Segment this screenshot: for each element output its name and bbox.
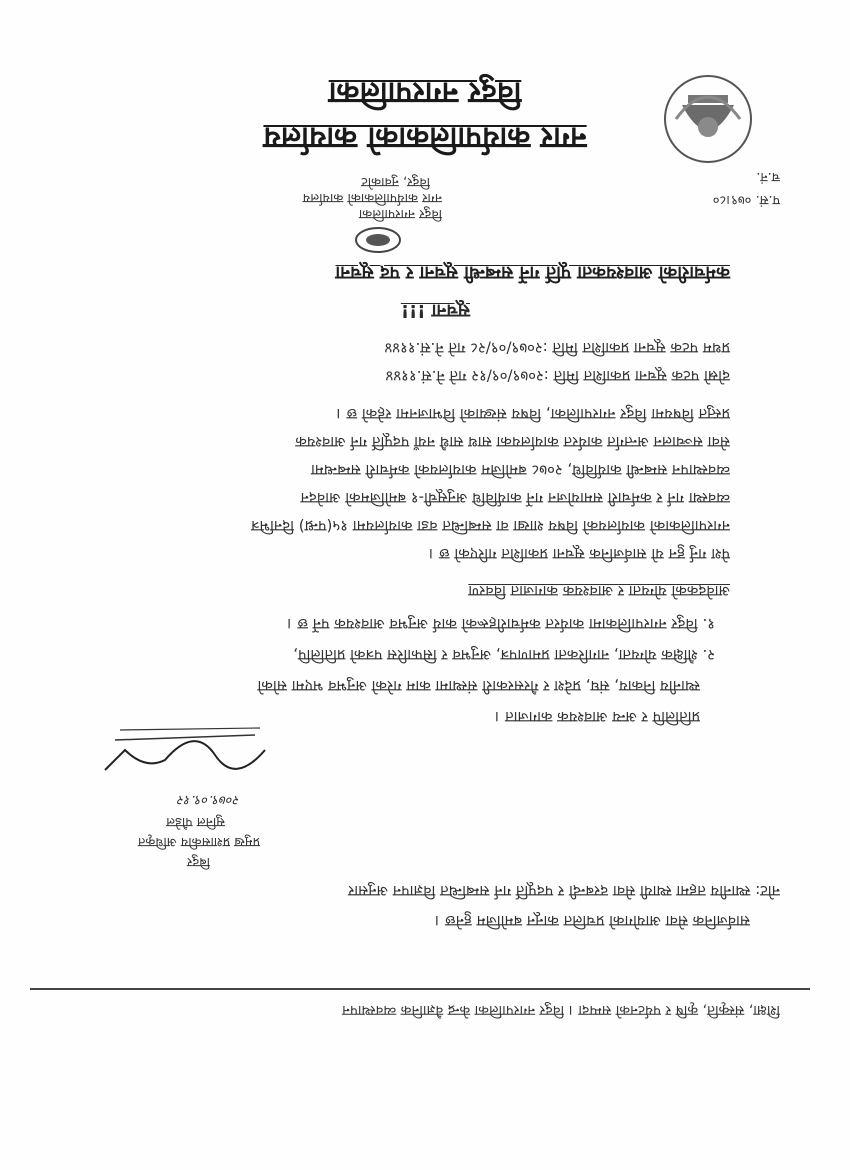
footer-rule bbox=[30, 988, 810, 990]
notice-heading: सूचना !!! bbox=[400, 300, 470, 321]
paragraph-line-5: नगरपालिकाको कार्यालयको विषय शाखा वा सम्बन्धित वडा कार्यालयमा १५(पन्ध्र) दिनभित्र bbox=[251, 517, 730, 535]
stamp-line-1: विदुर नगरपालिका bbox=[358, 206, 442, 221]
paragraph-line-6: पेश गर्नु हुन यो सार्वजनिक सूचना प्रकाशित गरिएको छ । bbox=[428, 545, 730, 563]
requirement-item-2: २. शैक्षिक योग्यता, नागरिकता प्रमाणपत्र, अनुभव र सिफारिस पत्रको प्रतिलिपि, bbox=[293, 646, 715, 664]
requirements-heading: आवेदकको योग्यता र आवश्यक कागजात विवरण bbox=[468, 582, 730, 600]
footer-text: शिक्षा, संस्कृति, कृषि र पर्यटनको सम्पदा । विदुर नगरपालिका केन्द्र वैज्ञानिक व्यवस्थापन bbox=[342, 1002, 780, 1018]
handwritten-signature bbox=[95, 720, 275, 790]
publish-date-second: दोस्रो पटक सूचना प्रकाशित मिति :२०७९/०९/१२ गते ने.सं.११४४ bbox=[385, 367, 730, 385]
note-line-1: नोट: स्थानीय तहमा स्थायी सेवा दरबन्दी र पदपूर्ति गर्न सम्बन्धित विज्ञापन अनुसार bbox=[348, 882, 780, 900]
signatory-role-1: प्रमुख प्रशासकीय अधिकृत bbox=[137, 834, 260, 849]
requirement-item-3: स्थानीय निकाय, संघ, प्रदेश र गैरसरकारी संस्थामा काम गरेको अनुभव भएमा सोको bbox=[257, 677, 700, 695]
signatory-name: सुनिल पौडेल bbox=[166, 814, 225, 829]
requirement-item-4: प्रतिलिपि र अन्य आवश्यक कागजात । bbox=[494, 708, 700, 726]
paragraph-line-3: व्यवस्थापन सम्बन्धी कार्यविधि, २०७८ बमोजिम कार्यालयको कर्मचारी सम्बन्धमा bbox=[310, 461, 730, 479]
office-stamp bbox=[302, 166, 450, 258]
publish-date-first: प्रथम पटक सूचना प्रकाशित मिति :२०७९/०९/२८ गते ने.सं.११४४ bbox=[384, 339, 730, 357]
signature-date: २०७९.०९.१२ bbox=[177, 792, 240, 807]
requirement-item-1: १. विदुर नगरपालिकामा कार्यरत कर्मचारीहरूको कार्य अनुभव आवश्यक पर्ने छ । bbox=[286, 615, 715, 633]
municipality-name: विदुर नगरपालिका bbox=[328, 75, 522, 110]
signatory-role-2: बिदुर bbox=[186, 854, 210, 869]
paragraph-line-1: प्रस्तुत विषयमा विदुर नगरपालिका, विषय संख्याको विभाजनमा रहेको छ । bbox=[336, 405, 730, 423]
letter-number: प.सं. ०७९।८० bbox=[712, 192, 780, 207]
note-line-2: सार्वजनिक सेवा आयोगको प्रचलित कानून बमोजिम हुनेछ । bbox=[434, 912, 750, 930]
office-name: नगर कार्यपालिकाको कार्यालय bbox=[263, 120, 587, 155]
subject-line: कर्मचारीको आवश्यकता पूर्ति गर्ने सम्बन्धी सूचना र पद सूचना bbox=[335, 262, 730, 283]
stamp-line-3: विदुर, नुवाकोट bbox=[361, 174, 430, 189]
stamp-line-2: नगर कार्यपालिकाको कार्यालय bbox=[302, 190, 442, 205]
paragraph-line-2: सेवा सञ्चालन अन्तर्गत कार्यरत कार्यालयका साथ साथै नयाँ पदपूर्ति गर्न आवश्यक bbox=[295, 433, 730, 451]
dispatch-number: च.नं. bbox=[756, 169, 780, 184]
paragraph-line-4: व्यवस्था गर्न र कर्मचारी समायोजन गर्ने कार्यविधि अनुसूची-१ बमोजिमको आवेदन bbox=[300, 489, 730, 507]
